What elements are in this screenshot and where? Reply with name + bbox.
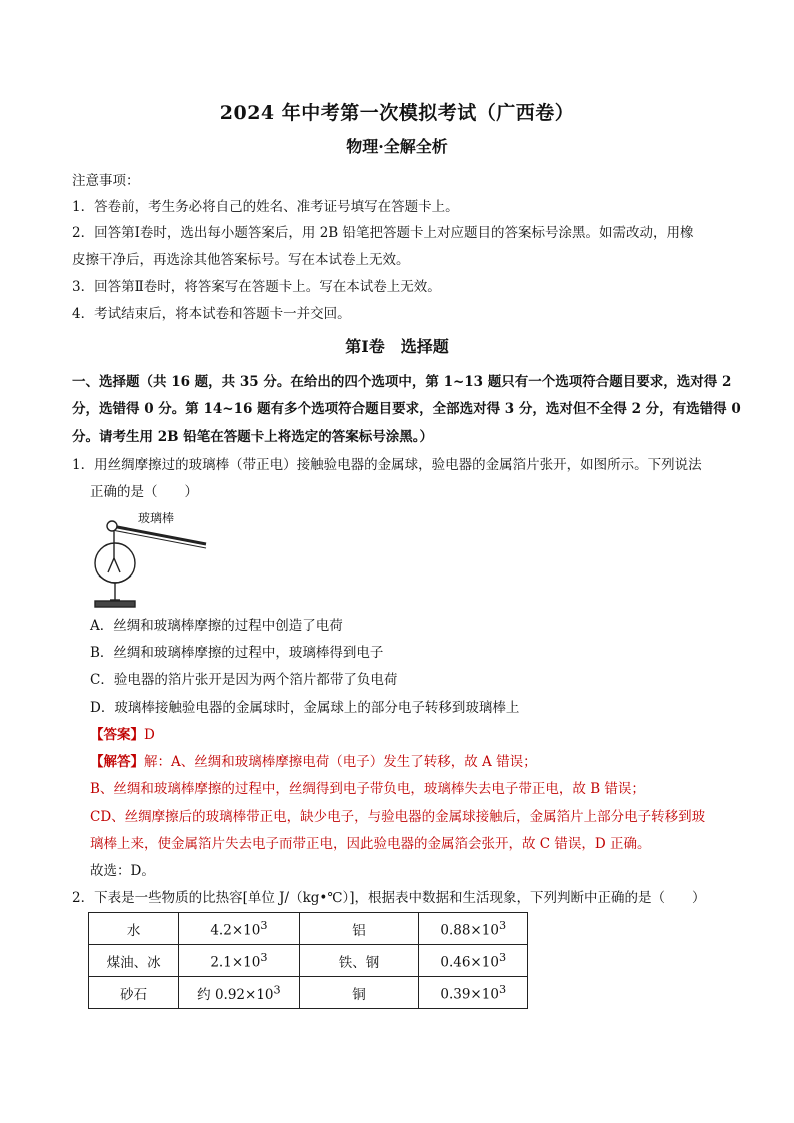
analysis-label: 【解答】 [90,754,144,770]
q1-option-c: C．验电器的箔片张开是因为两个箔片都带了负电荷 [90,672,398,688]
cell-exponent: 3 [273,983,281,996]
q1-option-b: B．丝绸和玻璃棒摩擦的过程中，玻璃棒得到电子 [90,645,384,661]
part1-line: 分。请考生用 2B 铅笔在答题卡上将选定的答案标号涂黑。） [72,429,433,445]
q1-analysis-line: 璃棒上来，使金属箔片失去电子而带正电，因此验电器的金属箔会张开，故 C 错误，D 正确。 [90,836,651,852]
cell-exponent: 3 [498,918,507,932]
part1-line: 分，选错得 0 分。第 14~16 题有多个选项符合题目要求，全部选对得 3 分，选对但不全得 2 分，有选错得 0 [72,401,741,417]
q1-analysis-line: B、丝绸和玻璃棒摩擦的过程中，丝绸得到电子带负电，玻璃棒失去电子带正电，故 B 错误； [90,781,645,797]
table-cell: 煤油、冰 [89,945,179,977]
table-cell [419,945,528,977]
q1-answer [90,726,155,744]
cell-exponent: 3 [260,950,268,964]
cell-value: 约 0.92×10 [197,986,274,1003]
answer-value: D [144,727,155,743]
answer-label: 【答案】 [90,727,144,743]
note-item: 3．回答第Ⅱ卷时，将答案写在答题卡上。写在本试卷上无效。 [72,279,441,295]
table-row [89,945,528,977]
table-cell [419,977,528,1009]
cell-value: 0.88×10 [440,922,499,939]
q1-analysis [90,753,537,771]
cell-value: 0.39×10 [440,986,499,1003]
note-item: 2．回答第Ⅰ卷时，选出每小题答案后，用 2B 铅笔把答题卡上对应题目的答案标号涂黑。如需改动，用橡 [72,225,694,241]
q1-option-a: A．丝绸和玻璃棒摩擦的过程中创造了电荷 [90,618,343,634]
table-cell: 砂石 [89,977,179,1009]
table-cell [179,913,299,945]
cell-value: 2.1×10 [210,954,261,971]
part1-line [72,373,731,391]
q1-conclusion: 故选：D。 [90,863,155,879]
cell-exponent: 3 [260,918,268,932]
table-cell [419,913,528,945]
q1-stem-cont: 正确的是（ ） [90,484,198,500]
cell-exponent: 3 [498,950,507,964]
table-row [89,977,528,1009]
table-cell [179,945,299,977]
part1-lead: 一、选择题 [72,374,140,390]
cell-value: 0.46×10 [440,954,499,971]
section-title: 第Ⅰ卷 选择题 [345,337,449,356]
table-row [89,913,528,945]
table-cell: 铝 [299,913,419,945]
table-cell: 铜 [299,977,419,1009]
note-item: 1．答卷前，考生务必将自己的姓名、准考证号填写在答题卡上。 [72,199,459,215]
cell-exponent: 3 [498,982,507,996]
note-item: 4．考试结束后，将本试卷和答题卡一并交回。 [72,306,351,322]
notes-heading: 注意事项： [72,173,140,189]
exam-subtitle: 物理·全解全析 [346,137,448,156]
analysis-text: 解：A、丝绸和玻璃棒摩擦电荷（电子）发生了转移，故 A 错误； [144,754,537,770]
table-cell: 铁、钢 [299,945,419,977]
figure-label: 玻璃棒 [138,511,175,525]
cell-value: 4.2×10 [210,922,261,939]
note-item: 皮擦干净后，再选涂其他答案标号。写在本试卷上无效。 [72,252,410,268]
part1-text: （共 16 题，共 35 分。在给出的四个选项中，第 1~13 题只有一个选项符合题目要求，选对得 2 [139,374,732,390]
exam-title: 2024 年中考第一次模拟考试（广西卷） [219,102,575,124]
table-cell [179,977,299,1009]
specific-heat-table [88,912,528,1009]
q2-stem: 2．下表是一些物质的比热容[单位 J/（kg•℃）]，根据表中数据和生活现象，下列判断中正确的是（ ） [72,890,706,906]
q1-option-d: D．玻璃棒接触验电器的金属球时，金属球上的部分电子转移到玻璃棒上 [90,700,520,716]
q1-analysis-line: CD、丝绸摩擦后的玻璃棒带正电，缺少电子，与验电器的金属球接触后，金属箔片上部分电子转移到玻 [90,809,706,825]
table-cell: 水 [89,913,179,945]
q1-stem: 1．用丝绸摩擦过的玻璃棒（带正电）接触验电器的金属球，验电器的金属箔片张开，如图所示。下列说法 [72,457,702,473]
